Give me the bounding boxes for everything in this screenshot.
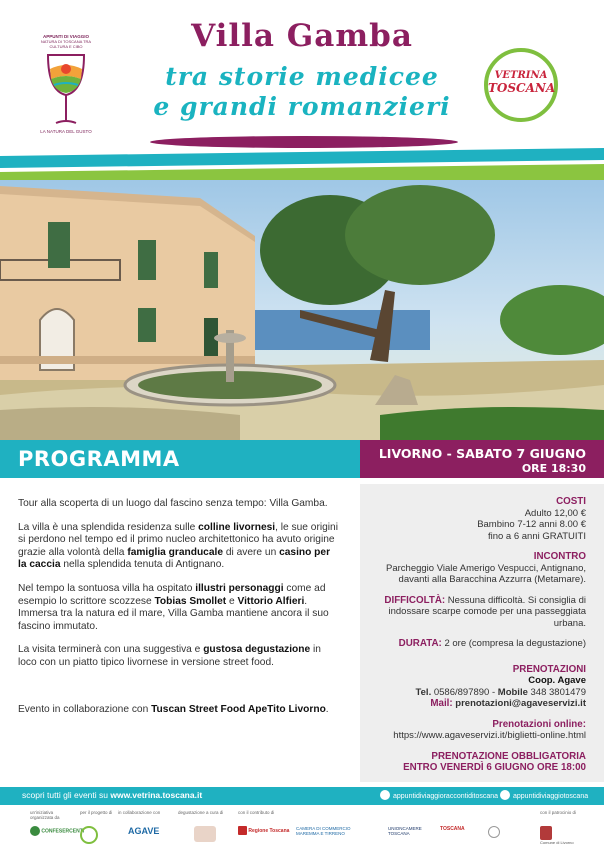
toscana-name: TOSCANA bbox=[440, 826, 465, 832]
obbligatoria-block bbox=[372, 751, 586, 774]
unioncamere-name: UNIONCAMERE TOSCANA bbox=[388, 826, 422, 836]
apetito-logo bbox=[194, 826, 216, 842]
facebook-link[interactable] bbox=[380, 790, 498, 800]
facebook-icon bbox=[380, 790, 390, 800]
unioncamere-logo bbox=[388, 826, 434, 836]
mobile-label: Mobile bbox=[497, 686, 528, 698]
difficolta-text: Nessuna difficoltà. Si consiglia di indossare scarpe comode per una passeggiata urbana. bbox=[388, 594, 586, 629]
discover-events bbox=[22, 790, 202, 800]
camera-name: CAMERA DI COMMERCIO MAREMMA E TIRRENO bbox=[296, 826, 351, 836]
description-paragraph-3 bbox=[18, 583, 340, 633]
online-booking-link[interactable]: https://www.agaveservizi.it/biglietti-online.html bbox=[393, 730, 586, 741]
durata-block bbox=[372, 638, 586, 650]
event-time: ORE 18:30 bbox=[521, 462, 586, 475]
p4-bold-degustazione: gustosa degustazione bbox=[203, 644, 311, 656]
villa-garden-illustration bbox=[0, 180, 604, 440]
programma-heading: PROGRAMMA bbox=[18, 447, 180, 471]
p3-text-c: come ad esempio lo scrittore scozzese bbox=[18, 582, 326, 607]
costi-heading: COSTI bbox=[556, 496, 586, 507]
incontro-heading: INCONTRO bbox=[533, 551, 586, 562]
logo-left-subtitle: NATURA DI TOSCANA TRA CULTURA E CIBO bbox=[40, 39, 92, 49]
prenotazioni-heading: PRENOTAZIONI bbox=[512, 663, 586, 675]
instagram-handle: appuntidiviaggiotoscana bbox=[513, 793, 589, 800]
sponsor-label-organizer: un'iniziativa organizzata da bbox=[30, 810, 60, 820]
obbligatoria-line-2: ENTRO VENERDÌ 6 GIUGNO ORE 18:00 bbox=[403, 762, 586, 773]
logo-left-title: APPUNTI DI VIAGGIO bbox=[42, 34, 89, 39]
p3-bold-alfieri: Vittorio Alfieri bbox=[237, 595, 305, 607]
p3-text-a: Nel tempo la sontuosa villa ha ospitato bbox=[18, 582, 196, 594]
p3-bold-smollet: Tobias Smollet bbox=[154, 595, 227, 607]
p2-text-a: La villa è una splendida residenza sulle bbox=[18, 521, 199, 533]
villa-gamba-photo bbox=[0, 180, 604, 440]
discover-text: scopri tutti gli eventi su bbox=[22, 790, 111, 800]
prenotazioni-mail bbox=[372, 698, 586, 710]
instagram-icon bbox=[500, 790, 510, 800]
event-subtitle-line-2: e grandi romanzieri bbox=[153, 92, 451, 121]
p2-bold-famiglia: famiglia granducale bbox=[127, 546, 223, 558]
description-paragraph-4 bbox=[18, 644, 340, 669]
fondazione-logo bbox=[488, 826, 500, 838]
incontro-line-2: davanti alla Baracchina Azzurra (Metamare). bbox=[398, 574, 586, 585]
vetrina-toscana-logo bbox=[484, 48, 558, 122]
confesercenti-name: CONFESERCENTI bbox=[41, 828, 85, 835]
date-band bbox=[360, 440, 604, 478]
regione-icon bbox=[238, 826, 247, 835]
vetrina-small-logo bbox=[80, 826, 98, 844]
online-block bbox=[372, 719, 586, 742]
p2-text-c: , le sue origini si perdono nel tempo ed il primo nucleo architettonico ha avuto origine grazie alla volontà della bbox=[18, 521, 338, 558]
tel-number[interactable]: 0586/897890 - bbox=[431, 686, 498, 698]
obbligatoria-line-1: PRENOTAZIONE OBBLIGATORIA bbox=[431, 750, 586, 762]
footer-bar bbox=[0, 787, 604, 805]
sponsor-label-contribution: con il contributo di bbox=[238, 810, 275, 815]
p2-text-g: nella splendida tenuta di Antignano. bbox=[60, 559, 225, 571]
incontro-block bbox=[372, 551, 586, 586]
event-date: LIVORNO - SABATO 7 GIUGNO bbox=[378, 446, 586, 461]
p5-bold-partner: Tuscan Street Food ApeTito Livorno bbox=[151, 703, 326, 715]
logo-left-tagline: LA NATURA DEL GUSTO bbox=[40, 129, 92, 134]
prenotazioni-block bbox=[372, 664, 586, 710]
sponsors-strip bbox=[0, 806, 604, 854]
prenotazioni-org: Coop. Agave bbox=[528, 675, 586, 686]
costi-block bbox=[372, 496, 586, 542]
sponsor-label-patronage: con il patrocinio di bbox=[540, 810, 577, 815]
regione-toscana-logo bbox=[238, 826, 289, 835]
p2-bold-colline: colline livornesi bbox=[198, 521, 276, 533]
facebook-handle: appuntidiviaggioraccontiditoscana bbox=[393, 793, 499, 800]
regione-name: Regione Toscana bbox=[248, 827, 290, 834]
sponsor-label-tasting: degustazione a cura di bbox=[178, 810, 224, 815]
costi-adult: Adulto 12,00 € bbox=[524, 507, 586, 519]
incontro-line-1: Parcheggio Viale Amerigo Vespucci, Antignano, bbox=[386, 562, 586, 574]
apetito-icon bbox=[194, 826, 216, 842]
costi-free: fino a 6 anni GRATUITI bbox=[487, 530, 586, 542]
comune-livorno-logo bbox=[540, 826, 590, 845]
header bbox=[0, 0, 604, 150]
prenotazioni-phones bbox=[372, 687, 586, 699]
programma-band bbox=[0, 440, 360, 478]
sponsor-label-collab: in collaborazione con bbox=[118, 810, 161, 815]
online-heading: Prenotazioni online: bbox=[492, 718, 586, 730]
comune-crest-icon bbox=[540, 826, 552, 840]
fondazione-icon bbox=[488, 826, 500, 838]
p4-text-c: in loco con un piatto tipico livornese in versione street food. bbox=[18, 644, 321, 668]
agave-logo: AGAVE bbox=[128, 826, 160, 836]
tel-label: Tel. bbox=[415, 686, 432, 698]
p3-bold-personaggi: illustri personaggi bbox=[195, 582, 284, 594]
vetrina-small-icon bbox=[80, 826, 98, 844]
event-subtitle-line-1: tra storie medicee bbox=[165, 62, 439, 91]
event-title: Villa Gamba bbox=[191, 18, 413, 54]
mail-label: Mail: bbox=[430, 698, 453, 709]
difficolta-block bbox=[372, 595, 586, 630]
confesercenti-logo bbox=[30, 826, 84, 836]
p3-text-g: . Immersa tra la natura ed il mare, Villa Gamba mantiene ancora il suo fascino immutato. bbox=[18, 595, 329, 632]
vetrina-website-link[interactable]: www.vetrina.toscana.it bbox=[110, 790, 203, 800]
sponsor-label-project: per il progetto di bbox=[80, 810, 113, 815]
comune-name: Comune di Livorno bbox=[540, 840, 574, 845]
p4-text-a: La visita terminerà con una suggestiva e bbox=[18, 644, 204, 656]
toscana-logo bbox=[440, 826, 465, 832]
difficolta-heading: DIFFICOLTÀ: bbox=[384, 594, 446, 606]
p2-text-e: di avere un bbox=[223, 546, 280, 558]
description-paragraph-2 bbox=[18, 522, 340, 572]
mail-address[interactable]: prenotazioni@agaveservizi.it bbox=[452, 698, 586, 709]
teal-stripe bbox=[0, 148, 604, 168]
description-paragraph-1: Tour alla scoperta di un luogo dal fascino senza tempo: Villa Gamba. bbox=[18, 498, 328, 509]
p3-text-e: e bbox=[226, 595, 238, 607]
program-description bbox=[18, 498, 340, 727]
instagram-link[interactable] bbox=[500, 790, 588, 800]
vetrina-logo-line-2: TOSCANA bbox=[488, 81, 556, 95]
confesercenti-icon bbox=[30, 826, 40, 836]
description-paragraph-5 bbox=[18, 704, 340, 717]
p2-bold-casino: casino per la caccia bbox=[18, 546, 331, 571]
durata-text: 2 ore (compresa la degustazione) bbox=[441, 638, 586, 649]
title-underline-swoosh bbox=[150, 136, 458, 148]
mobile-number[interactable]: 348 3801479 bbox=[527, 686, 586, 698]
camera-commercio-logo bbox=[296, 826, 358, 836]
info-panel bbox=[360, 484, 604, 782]
p5-text-c: . bbox=[325, 703, 329, 715]
vetrina-logo-line-1: VETRINA bbox=[494, 70, 548, 81]
p5-text-a: Evento in collaborazione con bbox=[18, 703, 152, 715]
durata-heading: DURATA: bbox=[398, 638, 442, 649]
costi-child: Bambino 7-12 anni 8.00 € bbox=[477, 519, 586, 530]
